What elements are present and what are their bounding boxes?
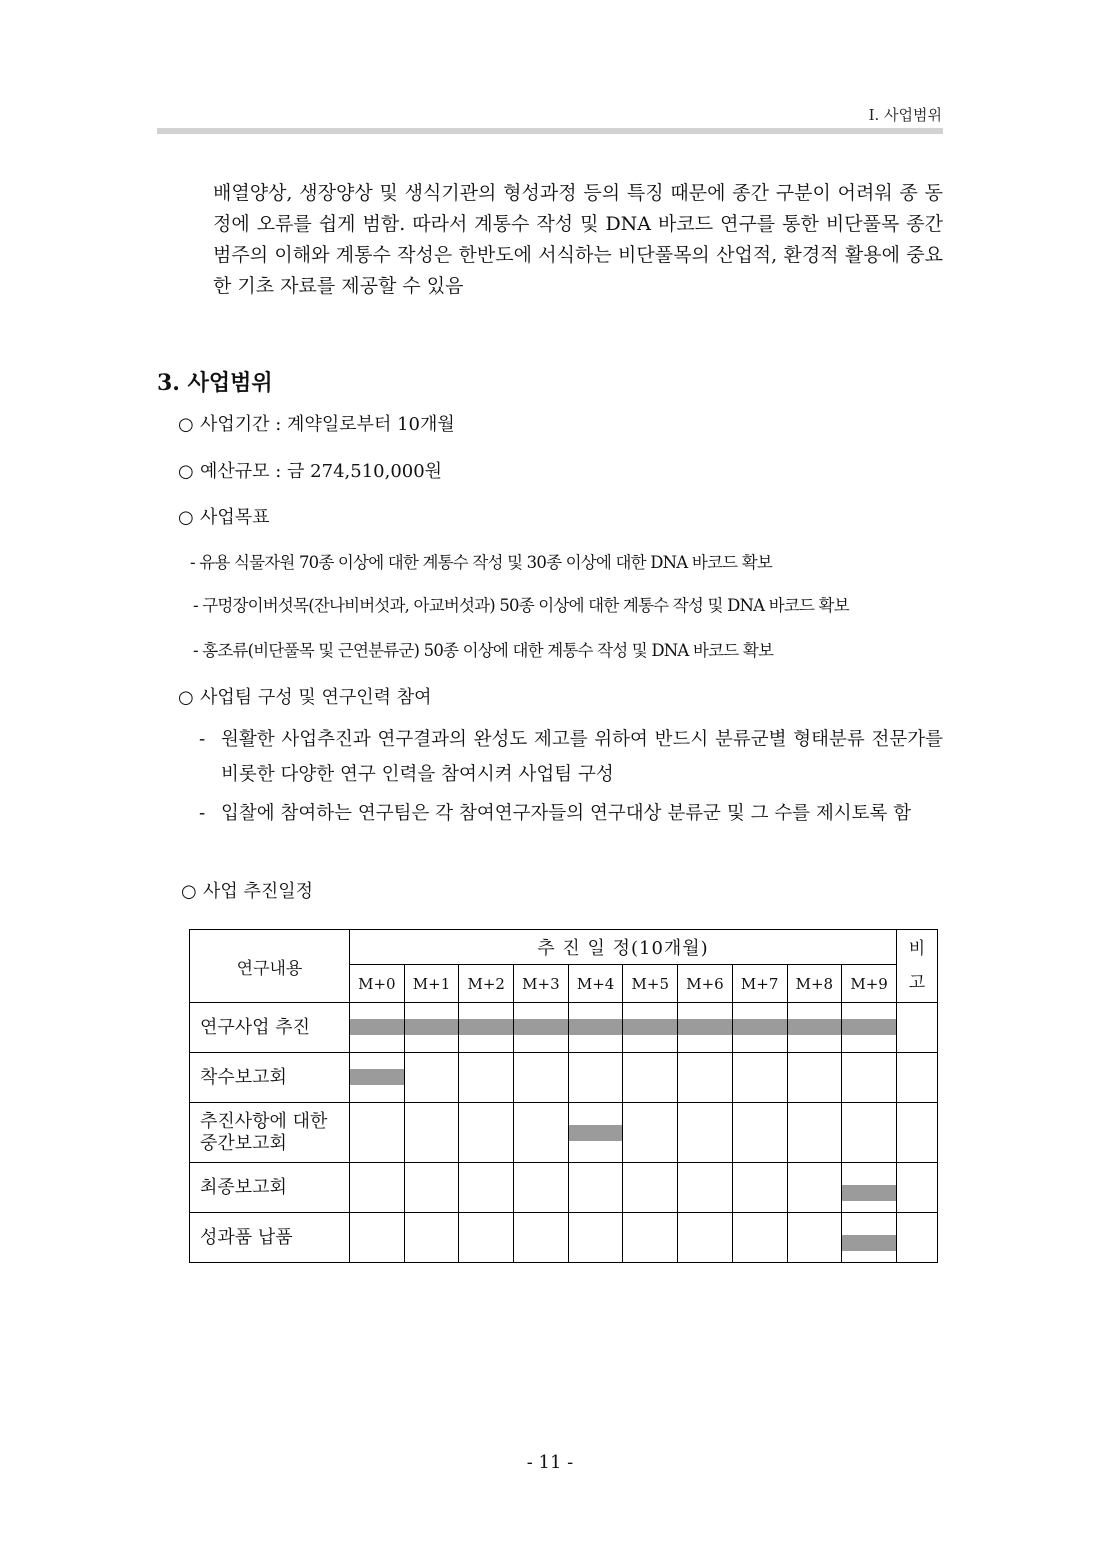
schedule-cell — [404, 1163, 459, 1213]
schedule-cell — [568, 1003, 623, 1053]
month-header: M+4 — [568, 965, 623, 1003]
schedule-cell — [514, 1103, 569, 1163]
schedule-cell — [568, 1163, 623, 1213]
schedule-bar — [733, 1019, 787, 1035]
month-header: M+0 — [350, 965, 405, 1003]
schedule-cell — [787, 1103, 842, 1163]
item-team: ○ 사업팀 구성 및 연구인력 참여 — [178, 687, 432, 708]
schedule-cell — [623, 1163, 678, 1213]
schedule-cell — [459, 1003, 514, 1053]
schedule-bar — [623, 1019, 677, 1035]
circle-bullet-icon: ○ — [181, 881, 197, 902]
month-header: M+6 — [678, 965, 733, 1003]
schedule-table — [189, 929, 938, 1263]
schedule-cell — [514, 1003, 569, 1053]
header-rule — [157, 128, 943, 134]
circle-bullet-icon: ○ — [178, 461, 194, 482]
schedule-bar — [514, 1019, 568, 1035]
schedule-cell — [459, 1163, 514, 1213]
schedule-cell — [514, 1163, 569, 1213]
schedule-cell — [623, 1213, 678, 1263]
table-row — [190, 1103, 938, 1163]
schedule-cell — [787, 1163, 842, 1213]
schedule-cell — [732, 1163, 787, 1213]
note-cell — [896, 1103, 937, 1163]
schedule-bar — [842, 1185, 896, 1201]
schedule-cell — [514, 1053, 569, 1103]
goal-item-1: - 유용 식물자원 70종 이상에 대한 계통수 작성 및 30종 이상에 대한 DNA 바코드 확보 — [190, 553, 773, 572]
note-cell — [896, 1213, 937, 1263]
item-goals: ○ 사업목표 — [178, 507, 270, 528]
schedule-cell — [732, 1003, 787, 1053]
task-label: 성과품 납품 — [190, 1213, 350, 1263]
schedule-cell — [404, 1053, 459, 1103]
month-header: M+1 — [404, 965, 459, 1003]
schedule-cell — [350, 1003, 405, 1053]
item-period: ○ 사업기간 : 계약일로부터 10개월 — [178, 414, 455, 435]
schedule-cell — [459, 1053, 514, 1103]
schedule-cell — [404, 1003, 459, 1053]
team-item-1: - 원활한 사업추진과 연구결과의 완성도 제고를 위하여 반드시 분류군별 형태분류 전문가를 비롯한 다양한 연구 인력을 참여시켜 사업팀 구성 — [199, 729, 943, 785]
schedule-cell — [732, 1053, 787, 1103]
schedule-body — [190, 1003, 938, 1263]
schedule-cell — [787, 1213, 842, 1263]
running-header: I. 사업범위 — [868, 106, 942, 124]
task-label: 최종보고회 — [190, 1163, 350, 1213]
schedule-cell — [678, 1053, 733, 1103]
schedule-cell — [623, 1003, 678, 1053]
schedule-cell — [623, 1053, 678, 1103]
task-label: 착수보고회 — [190, 1053, 350, 1103]
item-budget: ○ 예산규모 : 금 274,510,000원 — [178, 461, 443, 482]
task-label: 연구사업 추진 — [190, 1003, 350, 1053]
schedule-cell — [678, 1163, 733, 1213]
schedule-cell — [514, 1213, 569, 1263]
schedule-cell — [842, 1163, 897, 1213]
circle-bullet-icon: ○ — [178, 414, 194, 435]
table-row — [190, 1213, 938, 1263]
schedule-bar — [788, 1019, 842, 1035]
schedule-cell — [459, 1213, 514, 1263]
schedule-cell — [350, 1103, 405, 1163]
note-cell — [896, 1053, 937, 1103]
month-header: M+9 — [842, 965, 897, 1003]
month-header: M+8 — [787, 965, 842, 1003]
schedule-cell — [350, 1053, 405, 1103]
month-header: M+5 — [623, 965, 678, 1003]
schedule-cell — [842, 1053, 897, 1103]
page-number: - 11 - — [526, 1452, 574, 1473]
schedule-cell — [842, 1213, 897, 1263]
table-row — [190, 1163, 938, 1213]
schedule-bar — [350, 1069, 404, 1085]
goal-item-3: - 홍조류(비단풀목 및 근연분류군) 50종 이상에 대한 계통수 작성 및 DNA 바코드 확보 — [193, 641, 774, 660]
schedule-cell — [459, 1103, 514, 1163]
schedule-bar — [842, 1235, 896, 1251]
schedule-cell — [678, 1213, 733, 1263]
schedule-cell — [568, 1053, 623, 1103]
schedule-bar — [405, 1019, 459, 1035]
header-schedule: 추 진 일 정(10개월) — [350, 930, 897, 965]
month-header: M+2 — [459, 965, 514, 1003]
item-schedule: ○ 사업 추진일정 — [181, 881, 314, 902]
schedule-cell — [350, 1163, 405, 1213]
schedule-bar — [842, 1019, 896, 1035]
schedule-cell — [787, 1053, 842, 1103]
table-row — [190, 1003, 938, 1053]
schedule-cell — [350, 1213, 405, 1263]
schedule-cell — [678, 1003, 733, 1053]
schedule-bar — [678, 1019, 732, 1035]
schedule-cell — [842, 1003, 897, 1053]
schedule-cell — [732, 1103, 787, 1163]
schedule-bar — [350, 1019, 404, 1035]
note-cell — [896, 1003, 937, 1053]
circle-bullet-icon: ○ — [178, 687, 194, 708]
schedule-cell — [787, 1003, 842, 1053]
month-header: M+3 — [514, 965, 569, 1003]
goal-item-2: - 구멍장이버섯목(잔나비버섯과, 아교버섯과) 50종 이상에 대한 계통수 작성 및 DNA 바코드 확보 — [193, 596, 849, 615]
note-cell — [896, 1163, 937, 1213]
schedule-cell — [623, 1103, 678, 1163]
section-title: 3. 사업범위 — [157, 370, 273, 396]
schedule-bar — [569, 1019, 623, 1035]
team-item-2: - 입찰에 참여하는 연구팀은 각 참여연구자들의 연구대상 분류군 및 그 수를 제시토록 함 — [199, 803, 912, 824]
table-row — [190, 1053, 938, 1103]
header-task: 연구내용 — [190, 930, 350, 1003]
schedule-bar — [459, 1019, 513, 1035]
schedule-bar — [569, 1125, 623, 1141]
task-label: 추진사항에 대한 중간보고회 — [190, 1103, 350, 1163]
schedule-cell — [732, 1213, 787, 1263]
header-note: 비 고 — [896, 930, 937, 1003]
schedule-cell — [568, 1213, 623, 1263]
schedule-cell — [678, 1103, 733, 1163]
schedule-cell — [404, 1103, 459, 1163]
intro-paragraph: 배열양상, 생장양상 및 생식기관의 형성과정 등의 특징 때문에 종간 구분이 어려워 종 동정에 오류를 쉽게 범함. 따라서 계통수 작성 및 DNA 바코드 연구를 통한 비단풀목 종간 범주의 이해와 계통수 작성은 한반도에 서식하는 비단풀목의 산업적, 환경적 활용에 중요한 기초 자료를 제공할 수 있음 — [213, 182, 943, 297]
circle-bullet-icon: ○ — [178, 507, 194, 528]
schedule-cell — [568, 1103, 623, 1163]
schedule-cell — [842, 1103, 897, 1163]
schedule-cell — [404, 1213, 459, 1263]
month-header: M+7 — [732, 965, 787, 1003]
